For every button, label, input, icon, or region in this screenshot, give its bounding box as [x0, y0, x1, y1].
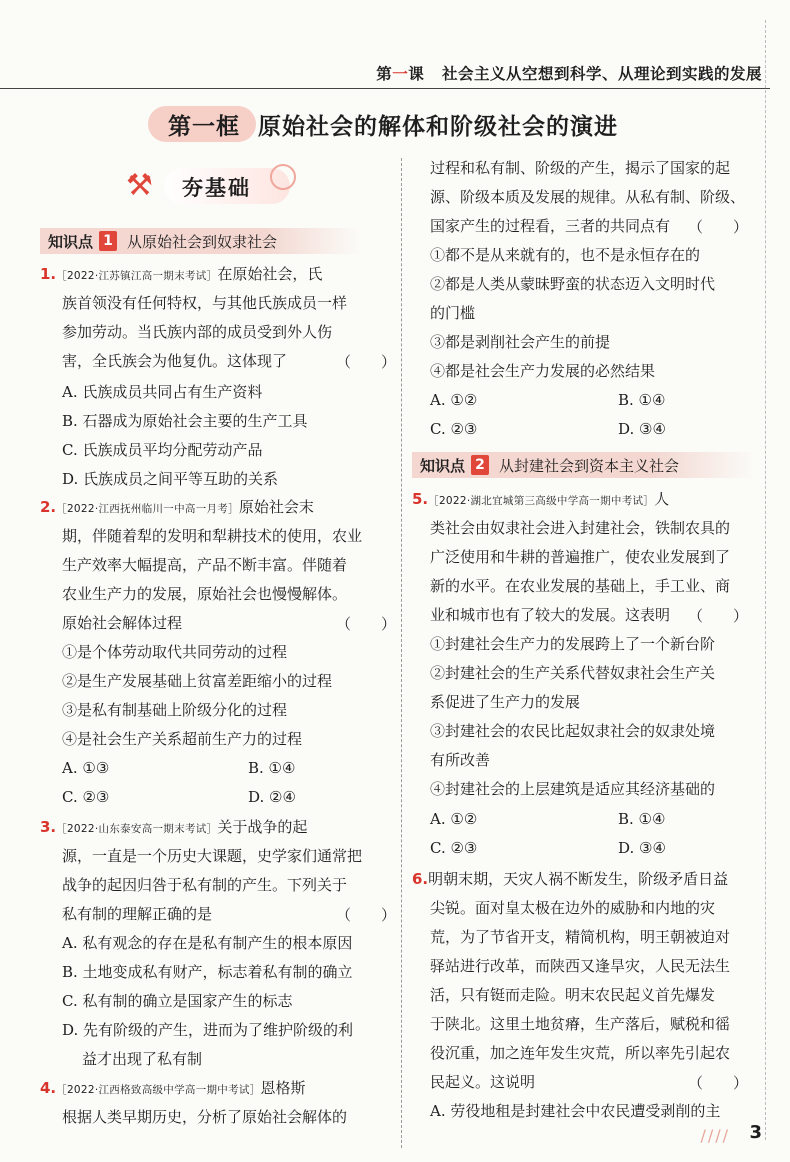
question-number: 3.	[40, 818, 57, 836]
page-deco: ////	[700, 1126, 730, 1145]
section-title-text: 原始社会的解体和阶级社会的演进	[258, 114, 618, 140]
lesson-header: 第一课 社会主义从空想到科学、从理论到实践的发展	[376, 65, 762, 83]
basics-badge: ⚒ 夯基础	[120, 162, 290, 206]
exam-source: ［2022·江苏镇江高一期末考试］	[56, 270, 218, 282]
column-divider	[401, 158, 403, 1148]
answer-blank: （ ）	[336, 615, 397, 633]
question-number: 2.	[40, 498, 57, 516]
page-number: 3	[749, 1122, 762, 1143]
exam-source: ［2022·湖北宜城第三高级中学高一期中考试］	[428, 495, 655, 507]
question-number: 1.	[40, 265, 57, 283]
answer-blank: （ ）	[336, 906, 397, 924]
section-tag: 第一框	[168, 114, 240, 140]
question-number: 6.	[412, 870, 429, 888]
exam-source: ［2022·江西抚州临川一中高一月考］	[56, 503, 239, 515]
question-number: 4.	[40, 1079, 57, 1097]
question-number: 5.	[412, 490, 429, 508]
section-title	[148, 104, 658, 144]
circle-deco-icon	[270, 164, 296, 190]
hammer-icon: ⚒	[126, 168, 153, 203]
exam-source: ［2022·山东泰安高一期末考试］	[56, 823, 218, 835]
page-edge-rule	[765, 20, 767, 1140]
knowledge-point-2: 知识点 2 从封建社会到资本主义社会	[412, 452, 754, 478]
answer-blank: （ ）	[688, 1074, 749, 1092]
answer-blank: （ ）	[688, 607, 749, 625]
answer-blank: （ ）	[336, 353, 397, 371]
answer-blank: （ ）	[688, 218, 749, 236]
knowledge-point-1: 知识点 1 从原始社会到奴隶社会	[40, 228, 360, 254]
exam-source: ［2022·江西格致高级中学高一期中考试］	[56, 1084, 261, 1096]
